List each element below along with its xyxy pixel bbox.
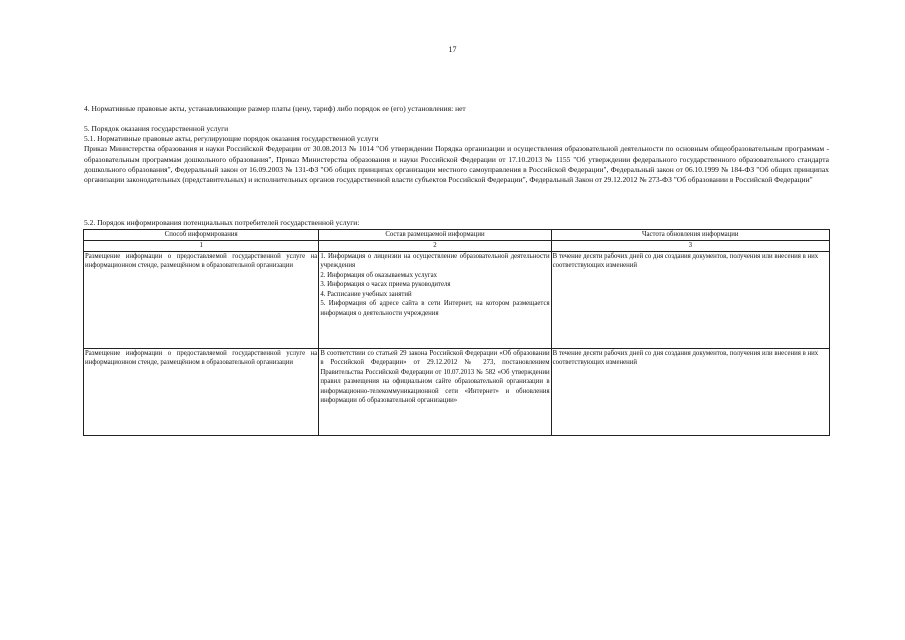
content-item: 2. Информация об оказываемых услугах: [320, 271, 438, 279]
column-number: 1: [84, 241, 319, 252]
cell-method: Размещение информации о предоставляемой государственной услуге на информационном стенде, размещённом в образовательной организации: [84, 348, 319, 435]
section-5-2-title: 5.2. Порядок информирования потенциальных потребителей государственной услуги:: [84, 218, 360, 227]
table-header-row: [84, 230, 830, 241]
section-5-title: 5. Порядок оказания государственной услуги: [84, 124, 229, 133]
cell-method: Размещение информации о предоставляемой государственной услуге на информационном стенде, размещённом в образовательной организации: [84, 251, 319, 348]
content-item: 3. Информация о часах приема руководителя: [320, 281, 451, 288]
table-row: [84, 251, 830, 348]
page-number: 17: [448, 45, 457, 54]
content-item: 1. Информация о лицензии на осуществление образовательной деятельности учреждения: [320, 252, 550, 269]
header-method: Способ информирования: [84, 230, 319, 241]
cell-frequency: В течение десяти рабочих дней со дня создания документов, получения или внесения в них соответствующих изменений: [551, 348, 829, 435]
section-5-1-subtitle: 5.1. Нормативные правовые акты, регулирующие порядок оказания государственной услуги: [84, 134, 379, 144]
legal-acts-paragraph: Приказ Министерства образования и науки Российской Федерации от 30.08.2013 № 1014 "Об утверждении Порядка организации и осуществления образовательной деятельности по основным общеобразовательным программам - образовательным программам дошкольного образования", Приказ Министерства образования и науки Российской Федерации от 17.10.2013 № 1155 "Об утверждении федерального государственного образовательного стандарта дошкольного образования", Федеральный закон от 16.09.2003 № 131-ФЗ "Об общих принципах организации местного самоуправления в Российской Федерации", Федеральный закон от 06.10.1999 № 184-ФЗ "Об общих принципах организации законодательных (представительных) и исполнительных органов государственной власти субъектов Российской Федерации", Федеральный Закон от 29.12.2012 № 273-ФЗ "Об образовании в Российской Федерации": [84, 144, 829, 185]
header-frequency: Частота обновления информации: [551, 230, 829, 241]
informing-table: [83, 229, 830, 436]
content-item: В соответствии со статьей 29 закона Российской Федерации «Об образовании в Российской Федерации» от 29.12.2012 № 273, постановлением Правительства Российской Федерации от 10.07.2013 № 582 «Об утверждении правил размещения на официальном сайте образовательной организации в информационно-телекоммуникационной сети «Интернет» и обновления информации об образовательной организации»: [320, 349, 550, 404]
column-number: 3: [551, 241, 829, 252]
table-column-numbers-row: [84, 241, 830, 252]
cell-frequency: В течение десяти рабочих дней со дня создания документов, получения или внесения в них соответствующих изменений: [551, 251, 829, 348]
content-item: 5. Информация об адресе сайта в сети Интернет, на котором размещается информация о деятельности учреждения: [320, 300, 550, 317]
column-number: 2: [319, 241, 551, 252]
cell-content: [319, 251, 551, 348]
section-4-fee-acts: 4. Нормативные правовые акты, устанавливающие размер платы (цену, тариф) либо порядок ее (его) установления: нет: [84, 104, 466, 113]
cell-content: [319, 348, 551, 435]
table-row: [84, 348, 830, 435]
header-content: Состав размещаемой информации: [319, 230, 551, 241]
content-item: 4. Расписание учебных занятий: [320, 290, 412, 298]
section-5-service-procedure: [84, 124, 829, 185]
